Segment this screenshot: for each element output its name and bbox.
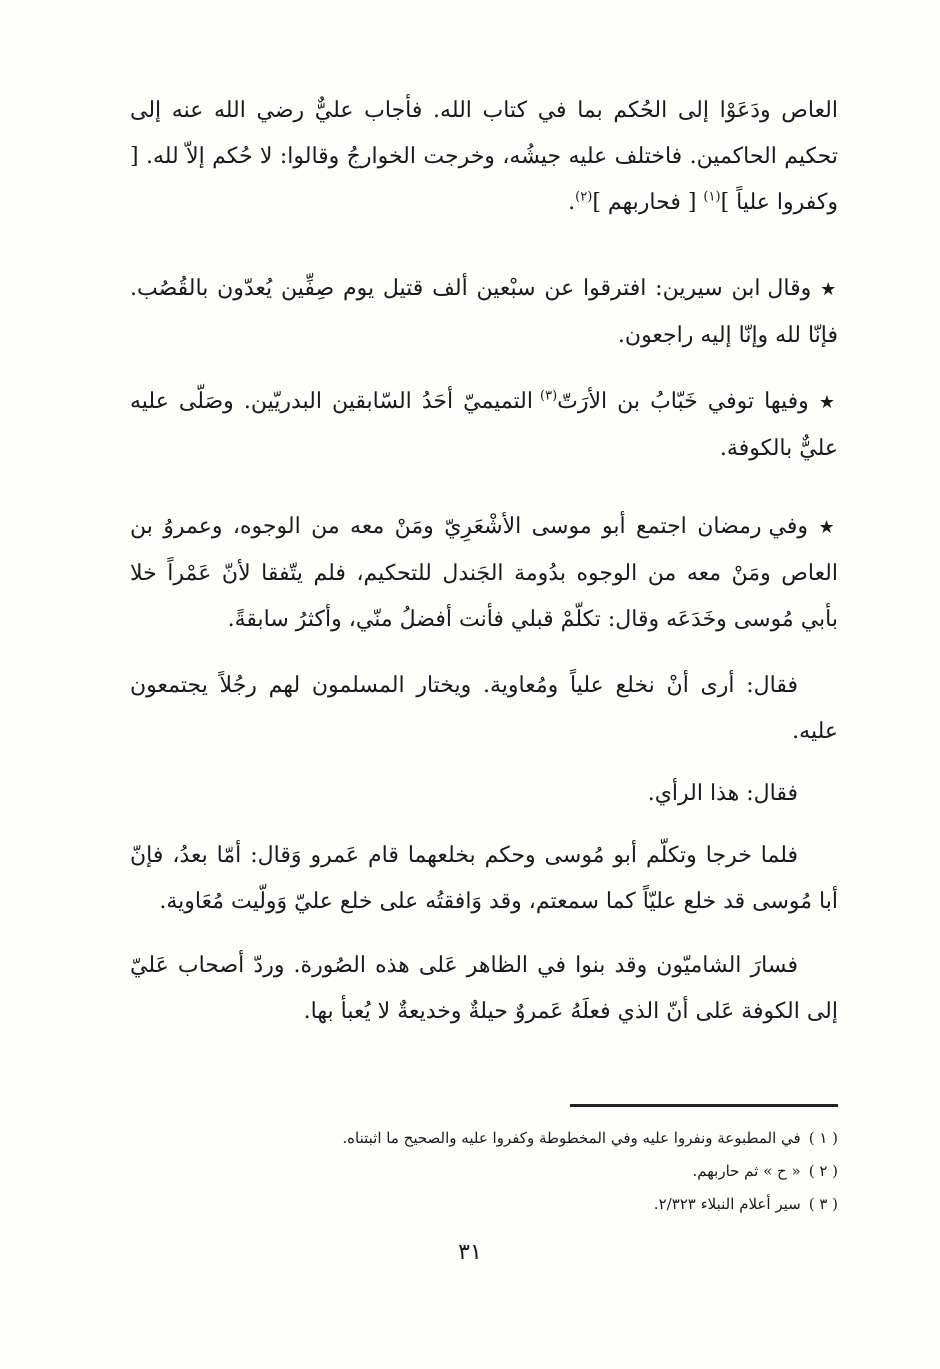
star-icon: ★ [820, 279, 838, 300]
footnote-number: ( ٣ ) [808, 1195, 838, 1213]
footnote-text: في المطبوعة ونفروا عليه وفي المخطوطة وكفروا عليه والصحيح ما اثبتناه. [342, 1129, 801, 1147]
paragraph-text: [ فحاربهم ] [592, 190, 704, 215]
paragraph-text: التميميّ أحَدُ السّابقين البدريّين. وصَلّى عليه عليٌّ بالكوفة. [130, 389, 838, 461]
paragraph-text: العاص ودَعَوْا إلى الحُكم بما في كتاب الله. فأجاب عليٌّ رضي الله عنه إلى تحكيم الحاكمين. فاختلف عليه جيشُه، وخرجت الخوارجُ وقالوا: لا حُكم إلاّ لله. [ وكفروا علياً ] [130, 98, 838, 215]
star-icon: ★ [818, 392, 839, 413]
paragraph-text: فقال: هذا الرأي. [647, 781, 798, 806]
footnote-reference-3[interactable]: (٣) [540, 388, 558, 404]
paragraph-arbitration-call [130, 88, 838, 226]
footnote-2 [278, 1155, 838, 1188]
paragraph-text: وفي رمضان اجتمع أبو موسى الأشْعَرِيّ ومَنْ معه من الوجوه، وعمروُ بن العاص ومَنْ معه من الوجوه بدُومة الجَندل للتحكيم، فلم يتّفقا لأنّ عَمْراً خلا بأبي مُوسى وخَدَعَه وقال: تكلّمْ قبلي فأنت أفضلُ منّي، وأكثرُ سابقةً. [130, 514, 838, 632]
paragraph-text: . [568, 190, 576, 215]
paragraph-text: فقال: أرى أنْ نخلع علياً ومُعاوية. ويختار المسلمون لهم رجُلاً يجتمعون عليه. [130, 673, 838, 744]
footnote-text: « ح » ثم حاربهم. [692, 1162, 801, 1180]
paragraph-text: وفيها توفي خَبّابُ بن الأرَتّ [557, 389, 809, 414]
footnote-number: ( ١ ) [808, 1129, 838, 1147]
paragraph-return-kufa [130, 943, 838, 1035]
main-text [130, 88, 838, 1035]
footnote-number: ( ٢ ) [808, 1162, 838, 1180]
footnote-reference-2[interactable]: (٢) [575, 189, 593, 205]
paragraph-text: وقال ابن سيرين: افترقوا عن سبْعين ألف قتيل يوم صِفِّين يُعدّون بالقُصُب. فإنّا لله وإنّا إليه راجعون. [130, 276, 838, 348]
footnote-1 [278, 1122, 838, 1155]
paragraph-text: فسارَ الشاميّون وقد بنوا في الظاهر عَلى هذه الصُورة. وردّ أصحاب عَليّ إلى الكوفة عَلى أنّ الذي فعلَهُ عَمروٌ حيلةٌ وخديعةٌ لا يُعبأ بها. [130, 953, 838, 1024]
footnotes [278, 1122, 838, 1221]
paragraph-ibn-sirin [130, 266, 838, 359]
footnote-text: سير أعلام النبلاء ٢/٣٢٣. [653, 1195, 801, 1213]
page-number: ٣١ [458, 1240, 482, 1265]
paragraph-ramadan-meeting [130, 504, 838, 643]
paragraph-khabbab [130, 379, 838, 472]
paragraph-amr-reply [130, 771, 838, 817]
paragraph-abu-musa-reply [130, 663, 838, 755]
star-icon: ★ [818, 517, 839, 538]
paragraph-text: فلما خرجا وتكلّم أبو مُوسى وحكم بخلعهما قام عَمرو وَقال: أمّا بعدُ، فإنّ أبا مُوسى قد خلع عليّاً كما سمعتم، وقد وَافقتُه على خلع عليّ وَولّيت مُعَاوية. [130, 843, 838, 914]
paragraph-deposition [130, 833, 838, 925]
footnote-3 [278, 1188, 838, 1221]
footnote-reference-1[interactable]: (١) [703, 189, 721, 205]
footnote-separator [570, 1104, 838, 1107]
